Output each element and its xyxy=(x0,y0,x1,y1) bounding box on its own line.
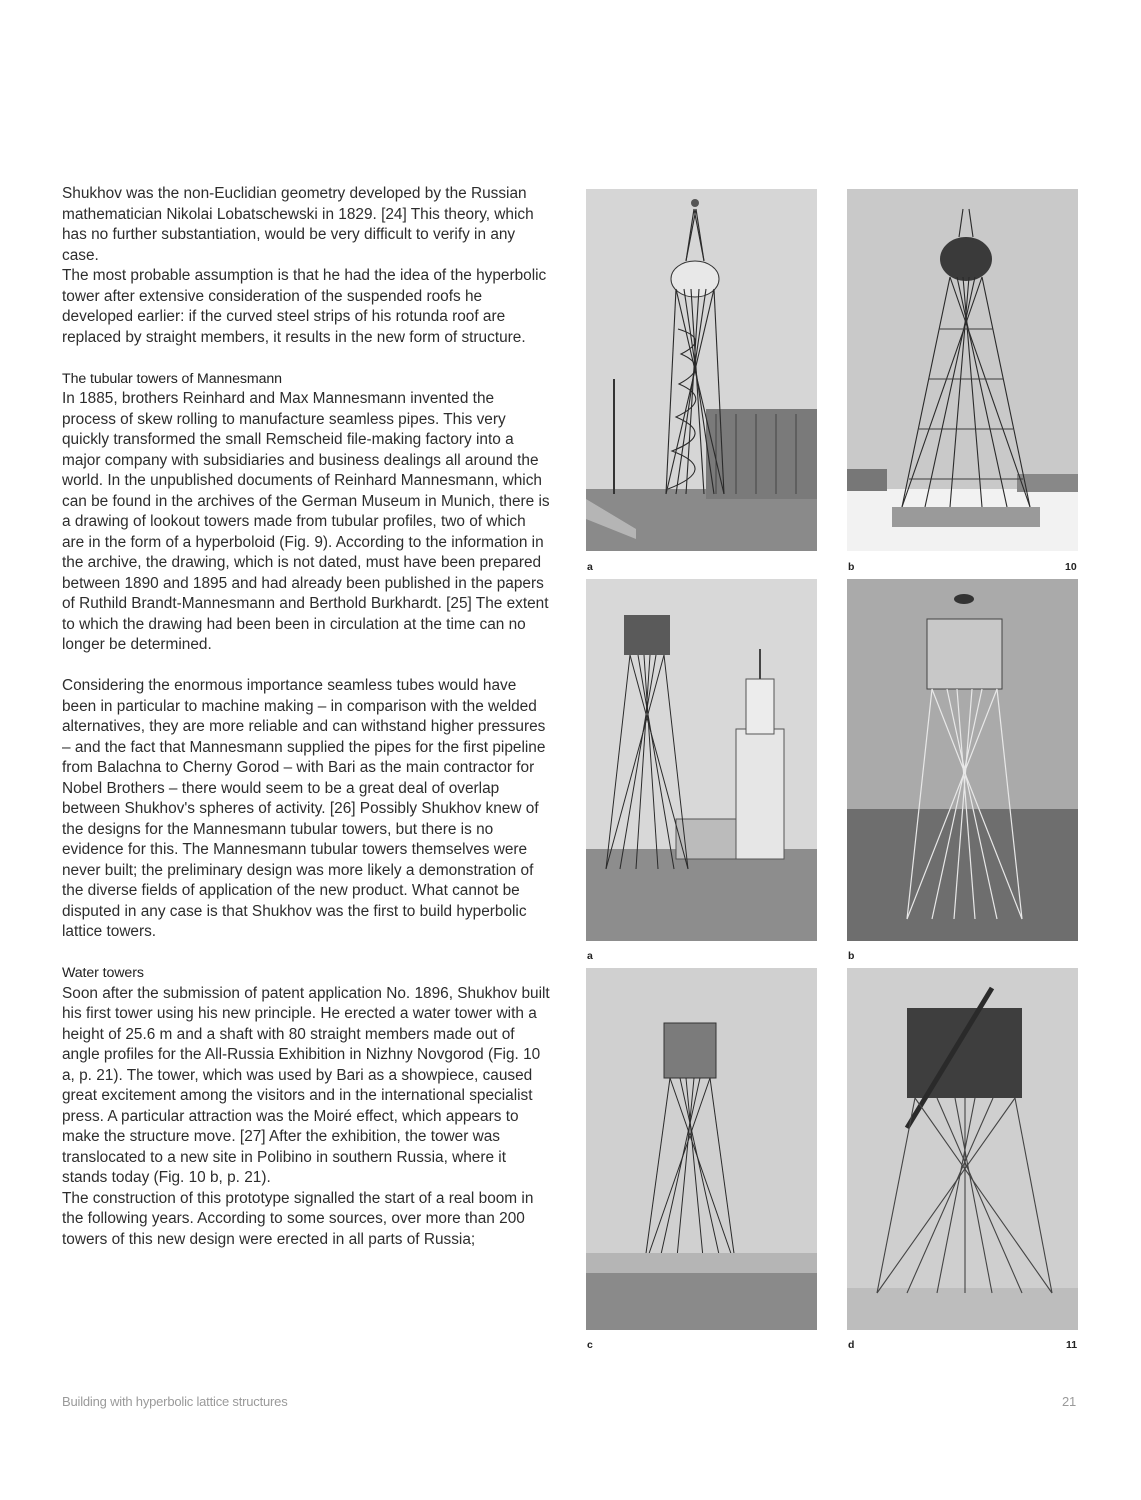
figure-10b-photo xyxy=(847,189,1078,551)
figure-11d-label: d xyxy=(848,1339,855,1351)
figure-11c-label: c xyxy=(587,1339,593,1351)
figure-11a-photo xyxy=(586,579,817,941)
heading-mannesmann: The tubular towers of Mannesmann xyxy=(62,370,282,387)
figure-11b-photo xyxy=(847,579,1078,941)
figure-11d-photo xyxy=(847,968,1078,1330)
main-text-column xyxy=(62,184,552,1250)
paragraph-seamless-tubes: Considering the enormous importance seamless tubes would have been in particular to machine making – in comparison with the welded alternatives, they are more reliable and can withstand higher pressures – and the fact that Mannesmann supplied the pipes for the first pipeline from Balachna to Cherny Gorod – with Bari as the main contractor for Nobel Brothers – there would seem to be a great deal of overlap between Shukhov's spheres of activity. [26] Possibly Shukhov knew of the designs for the Mannesmann tubular towers, but there is no evidence for this. The Mannesmann tubular towers themselves were never built; the preliminary design was more likely a demonstration of the diverse fields of application of the new product. What cannot be disputed in any case is that Shukhov was the first to build hyperbolic lattice towers. xyxy=(62,677,546,940)
paragraph-assumption: The most probable assumption is that he had the idea of the hyperbolic tower after extensive consideration of the suspended roofs he developed earlier: if the curved steel strips of his rotunda roof are replaced by straight members, it results in the new form of structure. xyxy=(62,267,547,346)
figure-10a-photo xyxy=(586,189,817,551)
figure-10b-label: b xyxy=(848,561,855,573)
page-number: 21 xyxy=(1062,1394,1077,1409)
paragraph-boom: The construction of this prototype signalled the start of a real boom in the following years. According to some sources, over more than 200 towers of this new design were erected in all parts of Russia; xyxy=(62,1189,534,1248)
paragraph-first-tower: Soon after the submission of patent application No. 1896, Shukhov built his first tower using his new principle. He erected a water tower with a height of 25.6 m and a shaft with 80 straight members made out of angle profiles for the All-Russia Exhibition in Nizhny Novgorod (Fig. 10 a, p. 21). The tower, which was used by Bari as a showpiece, caused great excitement among the visitors and in the international specialist press. A particular attraction was the Moiré effect, which appears to make the structure move. [27] After the exhibition, the tower was translocated to a new site in Polibino in southern Russia, where it stands today (Fig. 10 b, p. 21). xyxy=(62,984,550,1186)
figure-11b-label: b xyxy=(848,950,855,962)
paragraph-lobatschewski: Shukhov was the non-Euclidian geometry developed by the Russian mathematician Nikolai Lobatschewski in 1829. [24] This theory, which has no further substantiation, would be very difficult to verify in any case. xyxy=(62,185,534,264)
heading-water-towers: Water towers xyxy=(62,965,144,981)
running-title: Building with hyperbolic lattice structures xyxy=(62,1394,288,1409)
figure-10-number: 10 xyxy=(1065,561,1077,573)
figure-11-number: 11 xyxy=(1066,1339,1078,1351)
paragraph-mannesmann: In 1885, brothers Reinhard and Max Mannesmann invented the process of skew rolling to manufacture seamless pipes. This very quickly transformed the small Remscheid file-making factory into a major company with subsidiaries and business dealings all around the world. In the unpublished documents of Reinhard Mannesmann, which can be found in the archives of the German Museum in Munich, there is a drawing of lookout towers made from tubular profiles, two of which are in the form of a hyperboloid (Fig. 9). According to the information in the archive, the drawing, which is not dated, must have been prepared between 1890 and 1895 and had already been published in the papers of Ruthild Brandt-Mannesmann and Berthold Burkhardt. [25] The extent to which the drawing had been been in circulation at the time can no longer be determined. xyxy=(62,390,550,653)
figure-10a-label: a xyxy=(587,561,593,573)
figure-11a-label: a xyxy=(587,950,593,962)
figure-11c-photo xyxy=(586,968,817,1330)
